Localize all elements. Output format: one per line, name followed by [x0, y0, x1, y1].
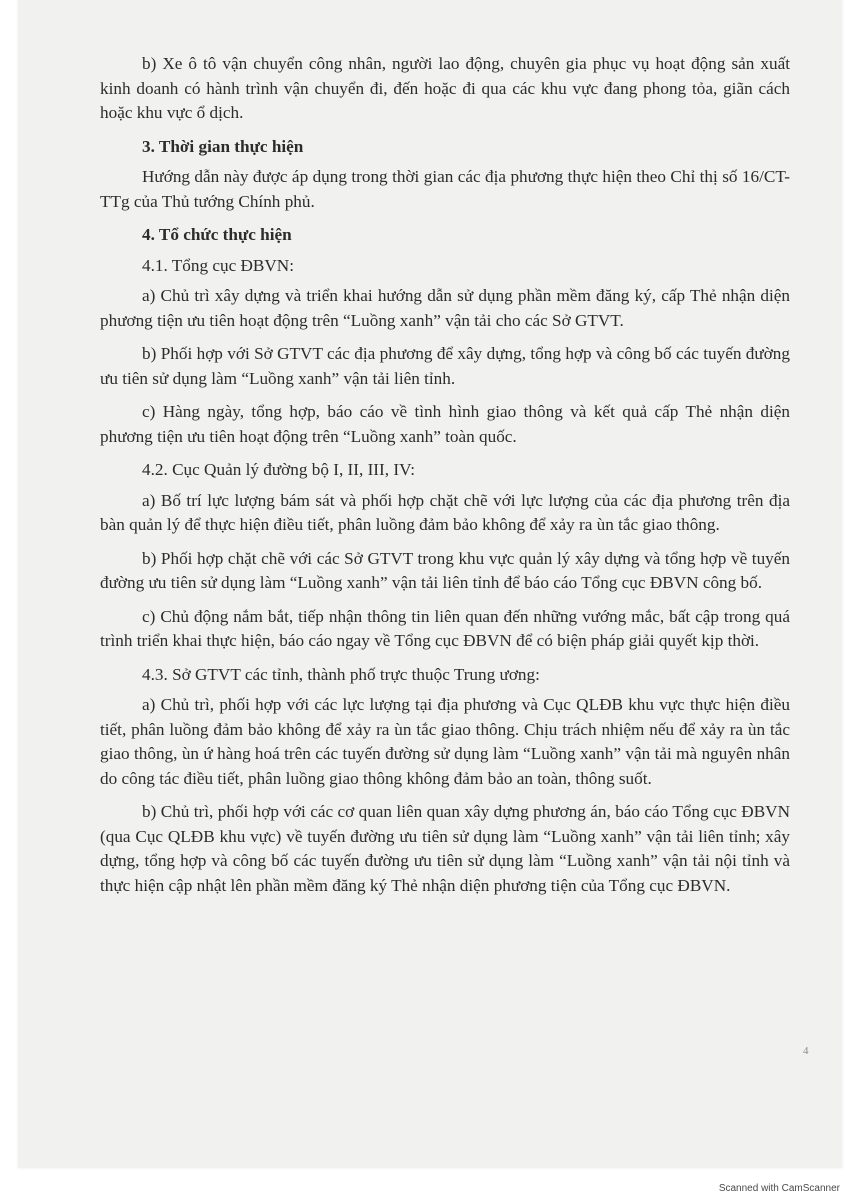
- section-heading-3: 3. Thời gian thực hiện: [142, 136, 304, 156]
- subsection-heading-4-1: 4.1. Tổng cục ĐBVN:: [142, 255, 294, 275]
- paragraph-4-2-a: a) Bố trí lực lượng bám sát và phối hợp chặt chẽ với lực lượng của các địa phương trên địa bàn quản lý để thực hiện điều tiết, phân luồng đảm bảo không để xảy ra ùn tắc giao thông.: [100, 490, 790, 534]
- scanner-watermark: Scanned with CamScanner: [718, 1183, 840, 1194]
- paragraph-4-3-b: b) Chủ trì, phối hợp với các cơ quan liên quan xây dựng phương án, báo cáo Tổng cục ĐBVN (qua Cục QLĐB khu vực) về tuyến đường ưu tiên sử dụng làm “Luồng xanh” vận tải liên tỉnh; xây dựng, tổng hợp và công bố các tuyến đường ưu tiên sử dụng làm “Luồng xanh” vận tải nội tỉnh và thực hiện cập nhật lên phần mềm đăng ký Thẻ nhận diện phương tiện của Tổng cục ĐBVN.: [100, 802, 790, 895]
- subsection-heading-4-2: 4.2. Cục Quản lý đường bộ I, II, III, IV:: [142, 460, 415, 479]
- page-number: 4: [803, 1045, 809, 1057]
- paragraph-4-3-a: a) Chủ trì, phối hợp với các lực lượng tại địa phương và Cục QLĐB khu vực thực hiện điều tiết, phân luồng đảm bảo không để xảy ra ùn tắc giao thông. Chịu trách nhiệm nếu để xảy ra ùn tắc giao thông, ùn ứ hàng hoá trên các tuyến đường sử dụng làm “Luồng xanh” vận tải mà nguyên nhân do công tác điều tiết, phân luồng giao thông không đảm bảo an toàn, thông suốt.: [100, 695, 790, 788]
- paragraph-4-1-a: a) Chủ trì xây dựng và triển khai hướng dẫn sử dụng phần mềm đăng ký, cấp Thẻ nhận diện phương tiện ưu tiên hoạt động trên “Luồng xanh” vận tải cho các Sở GTVT.: [100, 286, 790, 330]
- document-body: [100, 52, 790, 902]
- paragraph-4-1-b: b) Phối hợp với Sở GTVT các địa phương để xây dựng, tổng hợp và công bố các tuyến đường ưu tiên sử dụng làm “Luồng xanh” vận tải liên tỉnh.: [100, 344, 790, 388]
- paragraph-4-2-b: b) Phối hợp chặt chẽ với các Sở GTVT trong khu vực quản lý xây dựng và tổng hợp về tuyến đường ưu tiên sử dụng làm “Luồng xanh” vận tải liên tỉnh để báo cáo Tổng cục ĐBVN công bố.: [100, 548, 790, 592]
- subsection-heading-4-3: 4.3. Sở GTVT các tỉnh, thành phố trực thuộc Trung ương:: [142, 664, 540, 684]
- paragraph-4-2-c: c) Chủ động nắm bắt, tiếp nhận thông tin liên quan đến những vướng mắc, bất cập trong quá trình triển khai thực hiện, báo cáo ngay về Tổng cục ĐBVN để có biện pháp giải quyết kịp thời.: [100, 606, 790, 650]
- paragraph-4-1-c: c) Hàng ngày, tổng hợp, báo cáo về tình hình giao thông và kết quả cấp Thẻ nhận diện phương tiện ưu tiên hoạt động trên “Luồng xanh” toàn quốc.: [100, 402, 790, 446]
- paragraph-2b-vehicle-types: b) Xe ô tô vận chuyển công nhân, người lao động, chuyên gia phục vụ hoạt động sản xuất kinh doanh có hành trình vận chuyển đi, đến hoặc đi qua các khu vực đang phong tỏa, giãn cách hoặc khu vực ổ dịch.: [100, 54, 790, 122]
- scanned-page: [18, 0, 842, 1168]
- paragraph-implementation-time: Hướng dẫn này được áp dụng trong thời gian các địa phương thực hiện theo Chỉ thị số 16/CT-TTg của Thủ tướng Chính phủ.: [100, 167, 790, 211]
- section-heading-4: 4. Tổ chức thực hiện: [142, 225, 292, 244]
